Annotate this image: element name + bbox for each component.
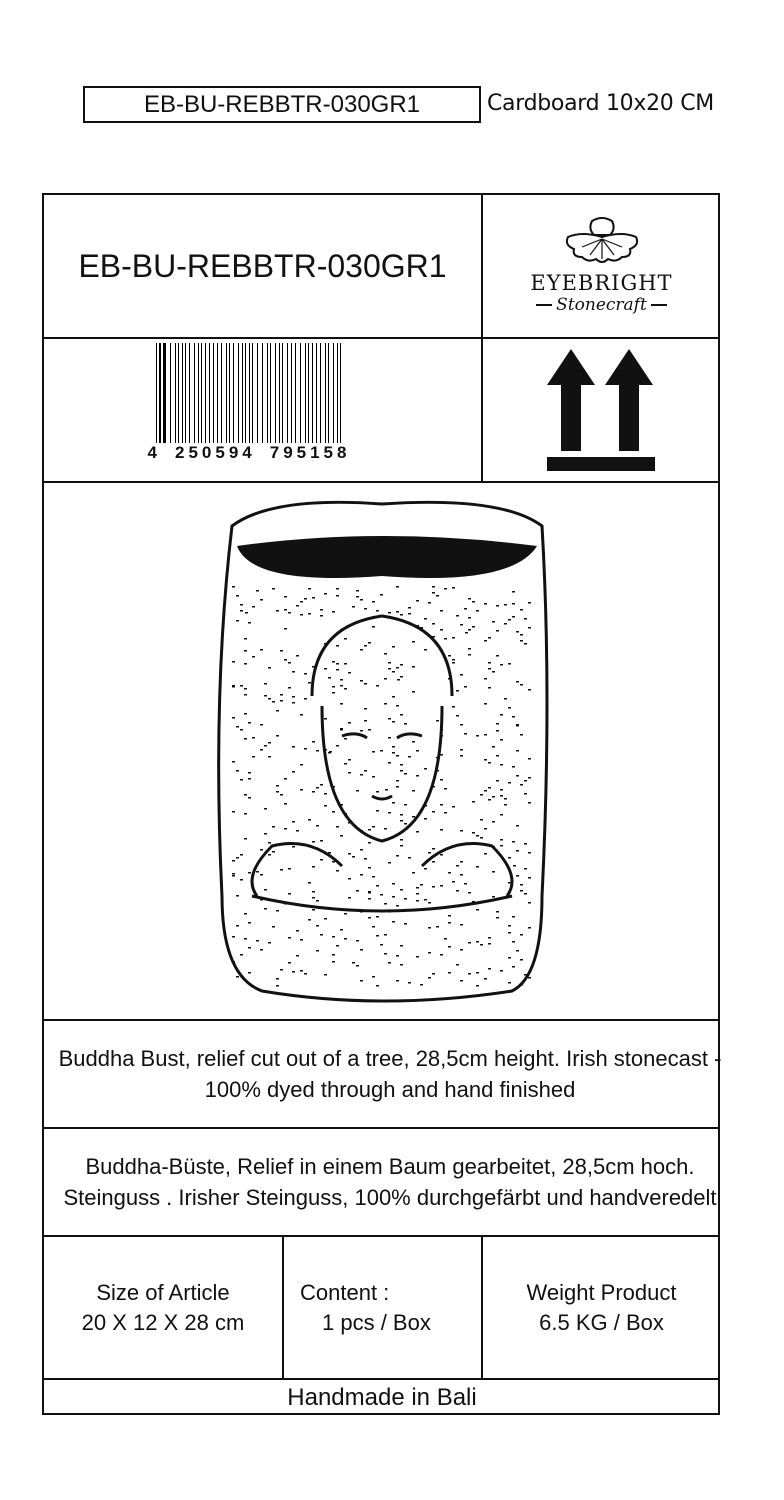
barcode-bar bbox=[270, 343, 271, 453]
barcode-bar bbox=[308, 343, 309, 453]
barcode-bar bbox=[291, 343, 292, 453]
description-german: Buddha-Büste, Relief in einem Baum gearbeitet, 28,5cm hoch. Steinguss . Irisher Steinguss, 100% durchgefärbt und handveredelt bbox=[63, 1154, 717, 1210]
barcode-bar bbox=[233, 343, 234, 453]
barcode-bar bbox=[300, 343, 301, 453]
barcode-bar bbox=[316, 343, 317, 453]
barcode-bar bbox=[238, 343, 239, 453]
barcode-bar bbox=[209, 343, 210, 453]
brand-logo bbox=[483, 195, 720, 337]
this-way-up-arrows-icon bbox=[483, 339, 720, 481]
brand-sub-text: Stonecraft bbox=[556, 295, 647, 315]
barcode-bar bbox=[325, 343, 326, 453]
barcode-bar bbox=[178, 343, 179, 453]
barcode-bar bbox=[201, 343, 202, 453]
barcode-bar bbox=[170, 343, 171, 453]
barcode-bar bbox=[213, 343, 214, 453]
barcode-bars bbox=[144, 343, 354, 453]
spec-weight bbox=[483, 1237, 720, 1378]
spec-size-label: Size of Article bbox=[96, 1279, 230, 1305]
spec-size-value: 20 X 12 X 28 cm bbox=[81, 1309, 245, 1335]
barcode-bar bbox=[257, 343, 258, 453]
spec-weight-value: 6.5 KG / Box bbox=[539, 1309, 664, 1335]
barcode-bar bbox=[305, 343, 306, 453]
barcode-bar bbox=[275, 343, 276, 453]
barcode-bar bbox=[156, 343, 157, 453]
barcode-bar bbox=[185, 343, 186, 453]
barcode-bar bbox=[229, 343, 230, 453]
top-article-code: EB-BU-REBBTR-030GR1 bbox=[83, 86, 481, 123]
barcode-bar bbox=[217, 343, 218, 453]
buddha-bust-image bbox=[212, 496, 552, 1006]
barcode-bar bbox=[262, 343, 263, 453]
barcode-bar bbox=[182, 343, 183, 453]
origin-footer: Handmade in Bali bbox=[287, 1383, 477, 1411]
brand-name: EYEBRIGHT bbox=[530, 271, 673, 295]
packaging-note: Cardboard 10x20 CM bbox=[487, 91, 714, 116]
barcode-bar bbox=[175, 343, 176, 453]
barcode-bar bbox=[163, 343, 166, 453]
barcode-bar bbox=[205, 343, 206, 453]
barcode-bar bbox=[226, 343, 227, 453]
spec-content-label: Content : bbox=[300, 1279, 390, 1305]
barcode-bar bbox=[189, 343, 190, 453]
barcode-digit-1: 4 bbox=[147, 443, 161, 462]
barcode-digit-3: 795158 bbox=[269, 443, 351, 462]
barcode-bar bbox=[320, 343, 321, 453]
article-code: EB-BU-REBBTR-030GR1 bbox=[78, 247, 447, 284]
barcode-bar bbox=[242, 343, 243, 453]
barcode bbox=[134, 343, 364, 475]
barcode-bar bbox=[249, 343, 250, 453]
barcode-bar bbox=[312, 343, 313, 453]
description-english: Buddha Bust, relief cut out of a tree, 28,5cm height. Irish stonecast - 100% dyed through and hand finished bbox=[58, 1046, 722, 1102]
spec-weight-label: Weight Product bbox=[526, 1279, 677, 1305]
brand-subtitle bbox=[536, 295, 667, 315]
spec-content bbox=[284, 1237, 497, 1378]
barcode-bar bbox=[340, 343, 341, 453]
spec-size bbox=[44, 1237, 282, 1378]
barcode-bar bbox=[245, 343, 246, 453]
barcode-bar bbox=[282, 343, 283, 453]
barcode-bar bbox=[252, 343, 253, 453]
flower-logo-icon bbox=[562, 217, 642, 267]
barcode-bar bbox=[287, 343, 288, 453]
barcode-bar bbox=[159, 343, 161, 453]
barcode-bar bbox=[337, 343, 338, 453]
label-table bbox=[42, 193, 720, 1415]
barcode-bar bbox=[198, 343, 199, 453]
barcode-bar bbox=[333, 343, 334, 453]
barcode-bar bbox=[267, 343, 268, 453]
product-illustration bbox=[44, 483, 720, 1019]
barcode-bar bbox=[295, 343, 296, 453]
spec-content-value: 1 pcs / Box bbox=[322, 1309, 431, 1335]
barcode-bar bbox=[194, 343, 195, 453]
barcode-bar bbox=[279, 343, 280, 453]
barcode-digit-2: 250594 bbox=[175, 443, 256, 462]
barcode-bar bbox=[328, 343, 329, 453]
barcode-bar bbox=[221, 343, 222, 453]
